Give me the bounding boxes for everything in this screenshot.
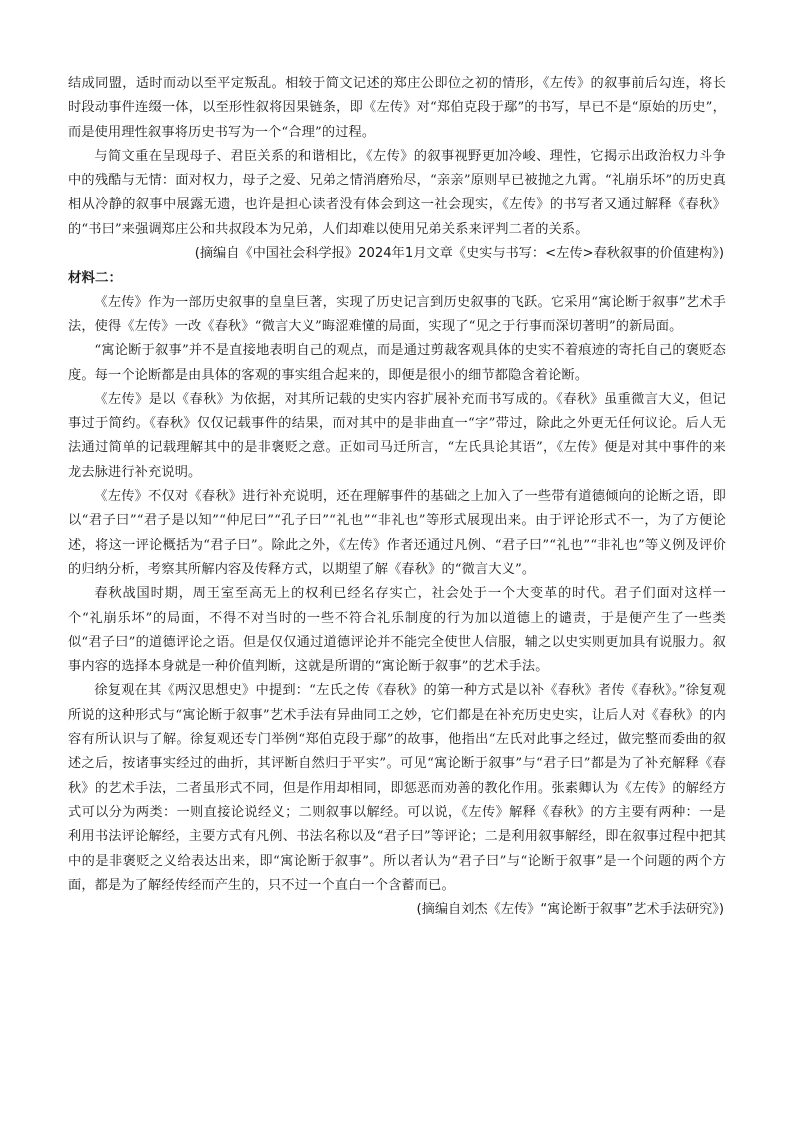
source-citation-2: (摘编自刘杰《左传》“寓论断于叙事”艺术手法研究》)	[416, 902, 724, 918]
paragraph-6: 《左传》不仅对《春秋》进行补充说明，还在理解事件的基础之上加入了一些带有道德倾向的论断之语，即以“君子曰”“君子是以知”“仲尼曰”“孔子曰”“礼也”“非礼也”等形式展现出来。由于评论形式不一，为了方便论述，将这一评论概括为“君子曰”。除此之外，《左传》作者还通过凡例、“君子曰”“礼也”“非礼也”等义例及评价的归纳分析，考察其所解内容及传释方式，以期望了解《春秋》的“微言大义”。	[68, 489, 726, 577]
source-citation-1: (摘编自《中国社会科学报》2024年1月文章《史实与书写：<左传>春秋叙事的价值建构》)	[194, 246, 724, 262]
paragraph-3: 《左传》作为一部历史叙事的皇皇巨著，实现了历史记言到历史叙事的飞跃。它采用“寓论断于叙事”艺术手法，使得《左传》一改《春秋》“微言大义”晦涩难懂的局面，实现了“见之于行事而深切著明”的新局面。	[68, 294, 726, 334]
paragraph-4: “寓论断于叙事”并不是直接地表明自己的观点，而是通过剪裁客观具体的史实不着痕迹的寄托自己的褒贬态度。每一个论断都是由具体的客观的事实组合起来的，即便是很小的细节都隐含着论断。	[68, 343, 726, 383]
paragraph-8: 徐复观在其《两汉思想史》中提到：“左氏之传《春秋》的第一种方式是以补《春秋》者传《春秋》。”徐复观所说的这种形式与“寓论断于叙事”艺术手法有异曲同工之妙，它们都是在补充历史史实，让后人对《春秋》的内容有所认识与了解。徐复观还专门举例“郑伯克段于鄢”的故事，他指出“左氏对此事之经过，做完整而委曲的叙述之后，按诸事实经过的曲折，其评断自然归于平实”。可见“寓论断于叙事”与“君子曰”都是为了补充解释《春秋》的艺术手法，二者虽形式不同，但是作用却相同，即惩恶而劝善的教化作用。张素卿认为《左传》的解经方式可以分为两类：一则直接论说经义；二则叙事以解经。可以说，《左传》解释《春秋》的方主要有两种：一是利用书法评论解经，主要方式有凡例、书法名称以及“君子曰”等评论；二是利用叙事解经，即在叙事过程中把其中的是非褒贬之义给表达出来，即“寓论断于叙事”。所以者认为“君子曰”与“论断于叙事”是一个问题的两个方面，都是为了解经传经而产生的，只不过一个直白一个含蓄而已。	[68, 683, 726, 893]
paragraph-7: 春秋战国时期，周王室至高无上的权利已经名存实亡，社会处于一个大变革的时代。君子们面对这样一个“礼崩乐坏”的局面，不得不对当时的一些不符合礼乐制度的行为加以道德上的谴责，于是便产生了一些类似“君子曰”的道德评论之语。但是仅仅通过道德评论并不能完全使世人信服，辅之以史实则更加具有说服力。叙事内容的选择本身就是一种价值判断，这就是所谓的“寓论断于叙事”的艺术手法。	[68, 586, 726, 675]
material-two-heading: 材料二：	[68, 270, 122, 287]
paragraph-1: 结成同盟，适时而动以至平定叛乱。相较于简文记述的郑庄公即位之初的情形，《左传》的叙事前后勾连，将长时段动事件连缀一体，以至形性叙将因果链条，即《左传》对“郑伯克段于鄢”的书写，早已不是“原始的历史”，而是使用理性叙事将历史书写为一个“合理”的过程。	[68, 76, 726, 140]
paragraph-2: 与简文重在呈现母子、君臣关系的和谐相比，《左传》的叙事视野更加冷峻、理性，它揭示出政治权力斗争中的残酷与无情：面对权力，母子之爱、兄弟之情消磨殆尽，“亲亲”原则早已被抛之九霄。“礼崩乐坏”的历史真相从冷静的叙事中展露无遗，也许是担心读者没有体会到这一社会现实，《左传》的书写者又通过解释《春秋》的“书曰”来强调郑庄公和共叔段本为兄弟，人们却难以使用兄弟关系来评判二者的关系。	[68, 148, 726, 237]
paragraph-5: 《左传》是以《春秋》为依据，对其所记载的史实内容扩展补充而书写成的。《春秋》虽重微言大义，但记事过于简约。《春秋》仅仅记载事件的结果，而对其中的是非曲直一“字”带过，除此之外更无任何议论。后人无法通过简单的记载理解其中的是非褒贬之意。正如司马迁所言，“左氏具论其语”，《左传》便是对其中事件的来龙去脉进行补充说明。	[68, 391, 726, 480]
